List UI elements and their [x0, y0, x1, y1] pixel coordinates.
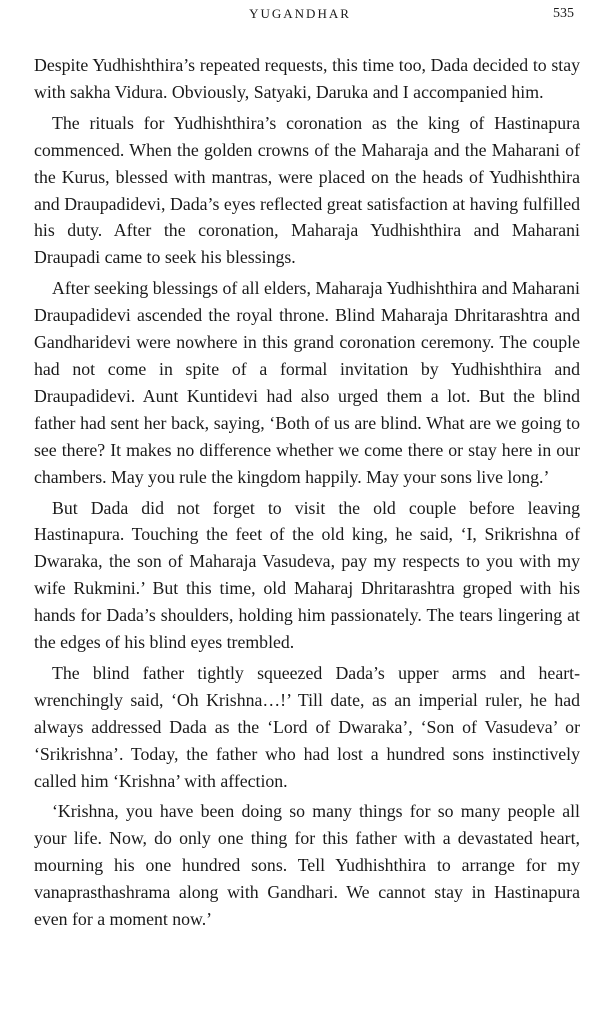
- paragraph: [34, 798, 580, 933]
- paragraph: [34, 275, 580, 490]
- paragraph: [34, 52, 580, 106]
- paragraph-text: The blind father tightly squeezed Dada’s upper arms and heart-wrenchingly said, ‘Oh Krishna…!’ Till date, as an imperial ruler, he had always addressed Dada as the ‘Lord of Dwaraka’, ‘Son of Vasudeva’ or ‘Srikrishna’. Today, the father who had lost a hundred sons instinctively called him ‘Krishna’ with affection.: [34, 662, 580, 791]
- paragraph-text: ‘Krishna, you have been doing so many things for so many people all your life. Now, do only one thing for this father with a devastated heart, mourning his one hundred sons. Tell Yudhishthira to arrange for my vanaprasthashrama along with Gandhari. We cannot stay in Hastinapura even for a moment now.’: [34, 801, 580, 930]
- paragraph-text: The rituals for Yudhishthira’s coronation as the king of Hastinapura commenced. When the golden crowns of the Maharaja and the Maharani of the Kurus, blessed with mantras, were placed on the heads of Yudhishthira and Draupadidevi, Dada’s eyes reflected great satisfaction at having fulfilled his duty. After the coronation, Maharaja Yudhishthira and Maharani Draupadi came to seek his blessings.: [34, 112, 580, 268]
- page-number: 535: [553, 6, 574, 21]
- body-text: [34, 52, 580, 937]
- paragraph-text: After seeking blessings of all elders, Maharaja Yudhishthira and Maharani Draupadidevi ascended the royal throne. Blind Maharaja Dhritarashtra and Gandharidevi were nowhere in this grand coronation ceremony. The couple had not come in spite of a formal invitation by Yudhishthira and Draupadidevi. Aunt Kuntidevi had also urged them a lot. But the blind father had sent her back, saying, ‘Both of us are blind. What are we going to see there? It makes no difference whether we come there or stay here in our chambers. May you rule the kingdom happily. May your sons live long.’: [34, 278, 580, 487]
- paragraph-text: Despite Yudhishthira’s repeated requests, this time too, Dada decided to stay with sakha Vidura. Obviously, Satyaki, Daruka and I accompanied him.: [34, 55, 580, 102]
- paragraph-text: But Dada did not forget to visit the old couple before leaving Hastinapura. Touching the feet of the old king, he said, ‘I, Srikrishna of Dwaraka, the son of Maharaja Vasudeva, pay my respects to you with my wife Rukmini.’ But this time, old Maharaj Dhritarashtra groped with his hands for Dada’s shoulders, holding him passionately. The tears lingering at the edges of his blind eyes trembled.: [34, 497, 580, 653]
- running-title: YUGANDHAR: [249, 6, 351, 21]
- paragraph: [34, 660, 580, 795]
- paragraph: [34, 495, 580, 656]
- paragraph: [34, 110, 580, 271]
- running-header: [0, 6, 600, 26]
